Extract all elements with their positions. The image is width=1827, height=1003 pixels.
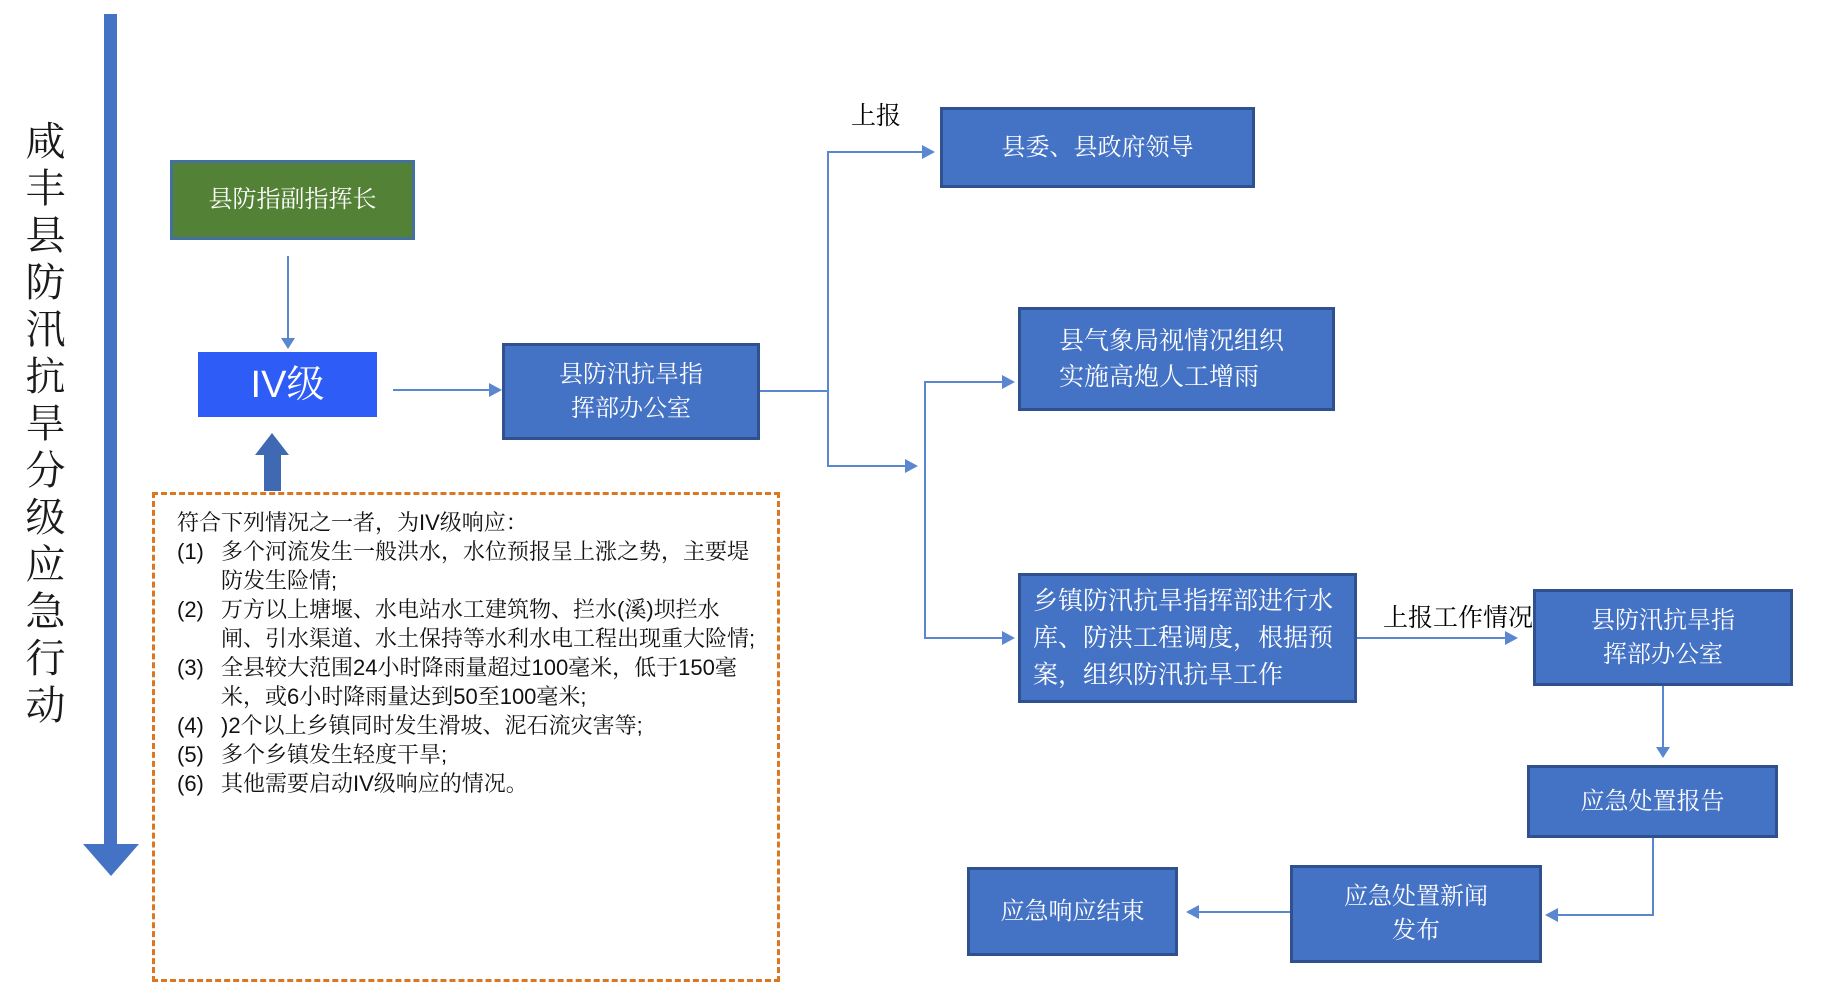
node-county-leaders: 县委、县政府领导 bbox=[940, 107, 1255, 188]
node-response-end: 应急响应结束 bbox=[967, 867, 1178, 956]
connector-level-to-office1 bbox=[393, 389, 491, 391]
connector-branch-mid bbox=[827, 465, 905, 467]
page-title-vertical: 咸丰县防汛抗旱分级应急行动 bbox=[20, 120, 64, 731]
condition-number: (3) bbox=[177, 655, 204, 680]
condition-number: (1) bbox=[177, 539, 204, 564]
connector-report-to-news bbox=[1558, 914, 1654, 916]
condition-number: (6) bbox=[177, 771, 204, 796]
condition-text: )2个以上乡镇同时发生滑坡、泥石流灾害等; bbox=[221, 713, 643, 738]
arrowhead-down-icon bbox=[1656, 747, 1670, 758]
label-report-work-status: 上报工作情况 bbox=[1383, 604, 1534, 632]
condition-number: (2) bbox=[177, 597, 204, 622]
condition-item bbox=[177, 769, 761, 798]
connector-branch-vertical-2 bbox=[924, 381, 926, 639]
condition-text: 其他需要启动IV级响应的情况。 bbox=[221, 771, 528, 796]
arrowhead-left-icon bbox=[1186, 905, 1199, 919]
connector-news-to-end bbox=[1199, 911, 1290, 913]
condition-text: 全县较大范围24小时降雨量超过100毫米，低于150毫米，或6小时降雨量达到50至100毫米; bbox=[221, 655, 737, 709]
condition-text: 多个河流发生一般洪水，水位预报呈上涨之势，主要堤防发生险情; bbox=[221, 539, 750, 593]
node-news-release: 应急处置新闻 发布 bbox=[1290, 865, 1542, 963]
node-response-report: 应急处置报告 bbox=[1527, 765, 1778, 838]
node-response-level: IV级 bbox=[198, 352, 377, 417]
arrowhead-right-icon bbox=[905, 459, 918, 473]
connector-to-leaders bbox=[827, 151, 922, 153]
condition-item bbox=[177, 595, 761, 653]
timeline-arrow-shaft bbox=[104, 14, 117, 844]
conditions-box bbox=[152, 492, 780, 982]
timeline-arrow-down-icon bbox=[83, 844, 139, 876]
connector-to-weather bbox=[924, 381, 1002, 383]
arrowhead-right-icon bbox=[922, 145, 935, 159]
arrowhead-down-icon bbox=[281, 338, 295, 349]
condition-number: (5) bbox=[177, 742, 204, 767]
arrowhead-right-icon bbox=[489, 383, 502, 397]
node-weather-bureau: 县气象局视情况组织 实施高炮人工增雨 bbox=[1018, 307, 1335, 411]
connector-deputy-to-level bbox=[287, 256, 289, 338]
thick-arrow-up-icon bbox=[255, 433, 289, 455]
condition-text: 万方以上塘堰、水电站水工建筑物、拦水(溪)坝拦水闸、引水渠道、水土保持等水利水电工程出现重大险情; bbox=[221, 597, 756, 651]
node-deputy-commander: 县防指副指挥长 bbox=[170, 160, 415, 240]
connector-to-township bbox=[924, 637, 1002, 639]
connector-office1-stub bbox=[760, 390, 828, 392]
arrowhead-right-icon bbox=[1505, 631, 1518, 645]
condition-item bbox=[177, 711, 761, 740]
node-flood-office-1: 县防汛抗旱指 挥部办公室 bbox=[502, 343, 760, 440]
condition-text: 多个乡镇发生轻度干旱; bbox=[221, 742, 448, 767]
condition-number: (4) bbox=[177, 713, 204, 738]
thick-arrow-shaft bbox=[264, 455, 281, 491]
condition-item bbox=[177, 653, 761, 711]
connector-township-to-office2 bbox=[1357, 637, 1505, 639]
node-township-hq: 乡镇防汛抗旱指挥部进行水 库、防洪工程调度，根据预 案，组织防汛抗旱工作 bbox=[1018, 573, 1357, 703]
arrowhead-left-icon bbox=[1545, 908, 1558, 922]
arrowhead-right-icon bbox=[1002, 375, 1015, 389]
label-report-up: 上报 bbox=[851, 102, 902, 130]
condition-item bbox=[177, 740, 761, 769]
connector-branch-vertical-1 bbox=[827, 151, 829, 467]
condition-item bbox=[177, 537, 761, 595]
connector-office2-to-report bbox=[1662, 686, 1664, 747]
connector-report-down bbox=[1652, 838, 1654, 915]
node-flood-office-2: 县防汛抗旱指 挥部办公室 bbox=[1533, 589, 1793, 686]
arrowhead-right-icon bbox=[1002, 631, 1015, 645]
conditions-title: 符合下列情况之一者，为IV级响应： bbox=[177, 510, 528, 535]
